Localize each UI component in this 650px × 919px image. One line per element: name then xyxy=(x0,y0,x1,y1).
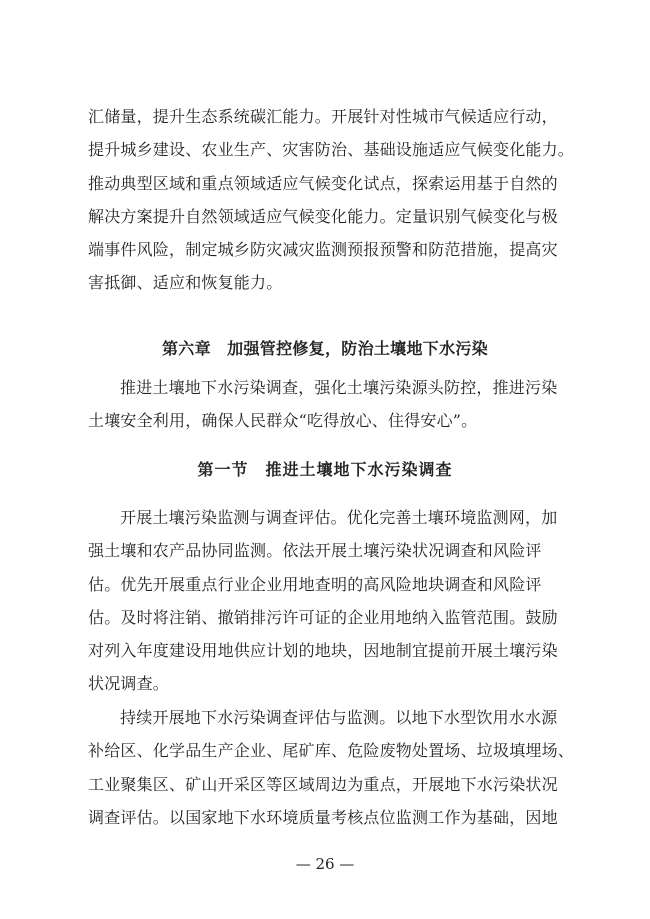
text-line: 提升城乡建设、农业生产、灾害防治、基础设施适应气候变化能力。 xyxy=(88,140,575,160)
text-line: 汇储量，提升生态系统碳汇能力。开展针对性城市气候适应行动， xyxy=(88,107,558,126)
text-line: 开展土壤污染监测与调查评估。优化完善土壤环境监测网，加 xyxy=(120,508,558,527)
text-line: 推动典型区域和重点领域适应气候变化试点，探索运用基于自然的 xyxy=(88,173,558,193)
text-line: 端事件风险，制定城乡防灾减灾监测预报预警和防范措施，提高灾 xyxy=(88,240,558,260)
text-line: 对列入年度建设用地供应计划的地块，因地制宜提前开展土壤污染 xyxy=(88,641,558,661)
text-line: 土壤安全利用，确保人民群众“吃得放心、住得安心”。 xyxy=(88,411,478,431)
chapter-heading: 第六章 加强管控修复，防治土壤地下水污染 xyxy=(161,339,488,358)
text-line: 强土壤和农产品协同监测。依法开展土壤污染状况调查和风险评 xyxy=(88,541,542,561)
text-line: 持续开展地下水污染调查评估与监测。以地下水型饮用水水源 xyxy=(120,708,558,727)
paragraph-climate-adaptation xyxy=(88,100,574,300)
page-number: — 26 — xyxy=(295,855,355,873)
paragraph-groundwater-survey xyxy=(88,701,574,834)
text-line: 状况调查。 xyxy=(88,674,170,694)
text-line: 推进土壤地下水污染调查，强化土壤污染源头防控，推进污染 xyxy=(120,378,558,397)
text-line: 解决方案提升自然领域适应气候变化能力。定量识别气候变化与极 xyxy=(88,206,558,226)
section-heading: 第一节 推进土壤地下水污染调查 xyxy=(197,460,453,479)
text-line: 害抵御、适应和恢复能力。 xyxy=(88,273,283,293)
paragraph-soil-monitoring xyxy=(88,501,574,701)
text-line: 估。优先开展重点行业企业用地查明的高风险地块调查和风险评 xyxy=(88,574,542,594)
text-line: 补给区、化学品生产企业、尾矿库、危险废物处置场、垃圾填埋场、 xyxy=(88,741,575,761)
paragraph-chapter-intro xyxy=(88,371,574,438)
text-line: 工业聚集区、矿山开采区等区域周边为重点，开展地下水污染状况 xyxy=(88,774,558,794)
text-line: 调查评估。以国家地下水环境质量考核点位监测工作为基础，因地 xyxy=(88,807,558,827)
text-line: 估。及时将注销、撤销排污许可证的企业用地纳入监管范围。鼓励 xyxy=(88,607,558,627)
